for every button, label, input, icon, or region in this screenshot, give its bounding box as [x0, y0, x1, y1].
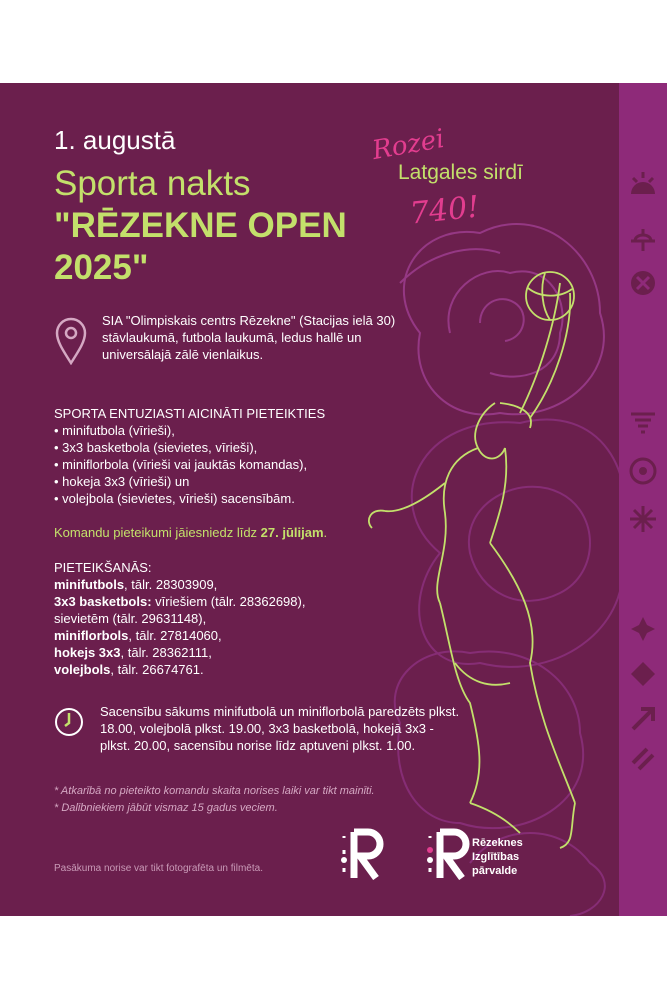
event-poster	[0, 83, 667, 916]
deadline-text	[54, 525, 327, 540]
bars-ornament-icon	[627, 743, 659, 775]
location-text: SIA "Olimpiskais centrs Rēzekne" (Stacijas ielā 30) stāvlaukumā, futbola laukumā, ledus hallē un universālajā zālē vienlaikus.	[102, 313, 396, 362]
registration-line: minifutbols, tālr. 28303909,	[54, 577, 218, 592]
flower-ornament-icon	[627, 223, 659, 255]
title-line-1: Sporta nakts	[54, 164, 251, 203]
decorative-pattern-strip	[619, 83, 667, 916]
footnote: * Atkarībā no pieteikto komandu skaita norises laiki var tikt mainīti.	[54, 785, 375, 797]
deadline-date: 27. jūlijam	[260, 525, 324, 540]
org-name-line: Rēzeknes	[472, 837, 523, 849]
izglitibas-parvalde-logo-icon	[426, 828, 470, 880]
cross-ornament-icon	[627, 613, 659, 645]
invite-section	[54, 405, 384, 507]
list-item: • hokeja 3x3 (vīrieši) un	[54, 473, 384, 490]
diamond-ornament-icon	[627, 658, 659, 690]
deadline-suffix: .	[323, 525, 328, 540]
invite-heading: SPORTA ENTUZIASTI AICINĀTI PIETEIKTIES	[54, 406, 326, 421]
target-ornament-icon	[627, 455, 659, 487]
lines-ornament-icon	[627, 408, 659, 440]
badge-740: 740!	[408, 189, 481, 232]
list-item: • miniflorbola (vīrieši vai jauktās komandas),	[54, 456, 384, 473]
list-item: • volejbola (sievietes, vīrieši) sacensībām.	[54, 490, 384, 507]
registration-section	[54, 559, 354, 678]
photo-notice: Pasākuma norise var tikt fotografēta un filmēta.	[54, 863, 263, 874]
rezekne-r-logo-icon	[340, 828, 384, 880]
org-name-line: pārvalde	[472, 865, 518, 877]
registration-heading: PIETEIKŠANĀS:	[54, 560, 152, 575]
schedule-text: Sacensību sākums minifutbolā un miniflorbolā paredzēts plkst. 18.00, volejbolā plkst. 19.00, 3x3 basketbolā, hokejā 3x3 - plkst. 20.00, sacensību norise līdz aptuveni plkst. 1.00.	[100, 704, 460, 753]
star-ornament-icon	[627, 503, 659, 535]
org-name-line: Izglītības	[472, 851, 520, 863]
list-item: • 3x3 basketbola (sievietes, vīrieši),	[54, 439, 384, 456]
registration-line: volejbols, tālr. 26674761.	[54, 662, 204, 677]
badge-latgales-sirdi: Latgales sirdī	[398, 161, 523, 184]
footnote: * Dalībniekiem jābūt vismaz 15 gadus veciem.	[54, 802, 278, 814]
registration-line: miniflorbols, tālr. 27814060,	[54, 628, 222, 643]
badge-rozei: Rozei	[369, 123, 447, 167]
registration-line: 3x3 basketbols: vīriešiem (tālr. 28362698),	[54, 594, 306, 609]
registration-line: sievietēm (tālr. 29631148),	[54, 611, 207, 626]
location-pin-icon	[54, 317, 88, 365]
deadline-prefix: Komandu pieteikumi jāiesniedz līdz	[54, 525, 261, 540]
arrow-ornament-icon	[627, 703, 659, 735]
title-line-2: "RĒZEKNE OPEN	[54, 206, 347, 245]
swirl-ornament-icon	[627, 267, 659, 299]
org-name	[472, 836, 523, 878]
sports-list	[54, 422, 384, 507]
title-line-3: 2025"	[54, 248, 149, 287]
event-title	[54, 163, 384, 289]
footnotes	[54, 783, 375, 817]
sun-ornament-icon	[627, 168, 659, 200]
clock-icon	[54, 707, 84, 737]
list-item: • minifutbola (vīrieši),	[54, 422, 384, 439]
registration-line: hokejs 3x3, tālr. 28362111,	[54, 645, 212, 660]
event-date: 1. augustā	[54, 125, 176, 155]
